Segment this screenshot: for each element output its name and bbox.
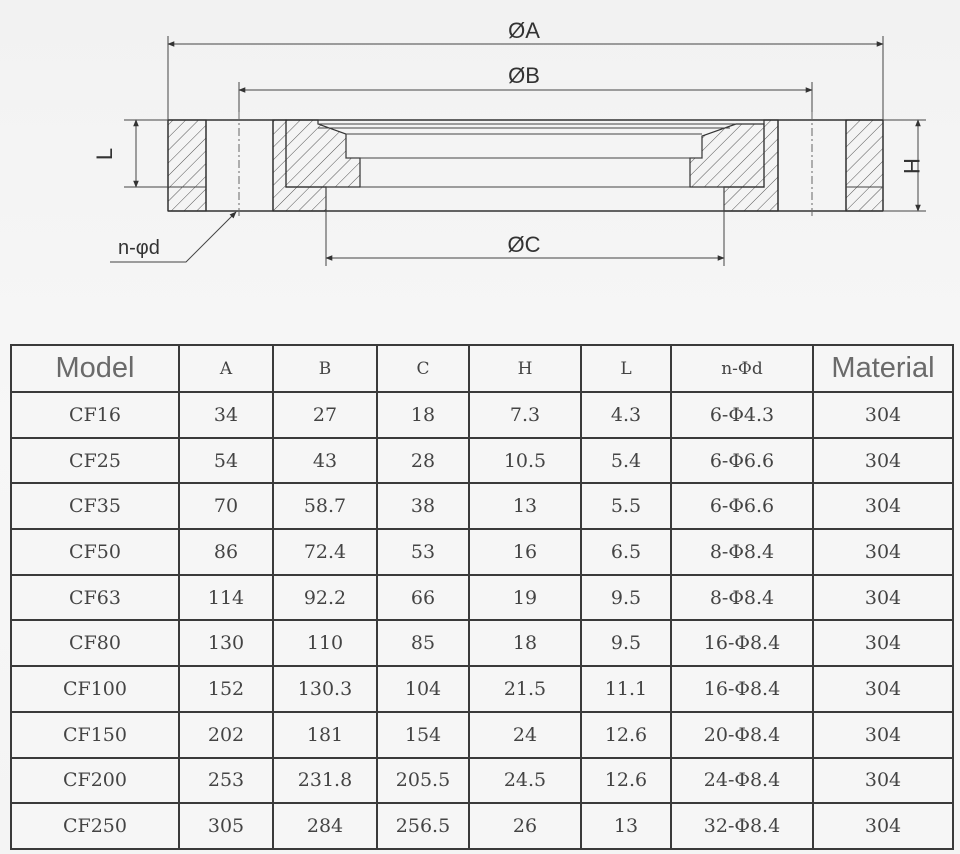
table-row	[11, 712, 953, 758]
table-row	[11, 803, 953, 849]
cell-b: 27	[273, 392, 377, 438]
cell-l: 13	[581, 803, 671, 849]
cell-c: 104	[377, 666, 469, 712]
cell-c: 66	[377, 575, 469, 621]
cell-a: 152	[179, 666, 273, 712]
cell-h: 13	[469, 483, 581, 529]
cell-c: 154	[377, 712, 469, 758]
cell-l: 5.4	[581, 438, 671, 484]
cell-b: 43	[273, 438, 377, 484]
cell-l: 9.5	[581, 575, 671, 621]
cell-model: CF80	[11, 620, 179, 666]
cell-l: 11.1	[581, 666, 671, 712]
cell-model: CF100	[11, 666, 179, 712]
cell-h: 10.5	[469, 438, 581, 484]
header-holes: n-Φd	[671, 345, 813, 392]
cell-model: CF25	[11, 438, 179, 484]
cell-b: 231.8	[273, 758, 377, 804]
dim-l-label: L	[92, 147, 117, 161]
cell-holes: 16-Φ8.4	[671, 620, 813, 666]
cell-h: 21.5	[469, 666, 581, 712]
table-row	[11, 666, 953, 712]
cell-a: 114	[179, 575, 273, 621]
dim-h-label: H	[899, 158, 924, 174]
table-row	[11, 483, 953, 529]
cell-h: 19	[469, 575, 581, 621]
cell-l: 9.5	[581, 620, 671, 666]
header-a: A	[179, 345, 273, 392]
cell-b: 110	[273, 620, 377, 666]
dim-c-label: ØC	[507, 232, 541, 257]
cell-h: 7.3	[469, 392, 581, 438]
cell-a: 202	[179, 712, 273, 758]
cell-material: 304	[813, 392, 953, 438]
cell-l: 12.6	[581, 758, 671, 804]
cell-c: 85	[377, 620, 469, 666]
cell-holes: 6-Φ4.3	[671, 392, 813, 438]
cell-l: 5.5	[581, 483, 671, 529]
header-l: L	[581, 345, 671, 392]
dim-b-label: ØB	[508, 63, 540, 88]
cell-b: 130.3	[273, 666, 377, 712]
cell-b: 92.2	[273, 575, 377, 621]
cell-c: 205.5	[377, 758, 469, 804]
cell-l: 12.6	[581, 712, 671, 758]
table-row	[11, 438, 953, 484]
table-row	[11, 620, 953, 666]
cell-a: 130	[179, 620, 273, 666]
cell-model: CF63	[11, 575, 179, 621]
cell-a: 70	[179, 483, 273, 529]
cell-h: 18	[469, 620, 581, 666]
cell-material: 304	[813, 758, 953, 804]
cell-a: 253	[179, 758, 273, 804]
cell-b: 284	[273, 803, 377, 849]
cell-h: 24	[469, 712, 581, 758]
header-h: H	[469, 345, 581, 392]
cell-model: CF250	[11, 803, 179, 849]
cell-material: 304	[813, 438, 953, 484]
table-body	[11, 392, 953, 849]
cell-model: CF16	[11, 392, 179, 438]
cell-holes: 8-Φ8.4	[671, 575, 813, 621]
flange-spec-table	[10, 344, 954, 850]
cell-a: 305	[179, 803, 273, 849]
table-row	[11, 575, 953, 621]
cell-l: 4.3	[581, 392, 671, 438]
cell-material: 304	[813, 803, 953, 849]
cell-a: 34	[179, 392, 273, 438]
hole-callout-label: n-φd	[118, 237, 160, 259]
cell-c: 256.5	[377, 803, 469, 849]
cell-model: CF50	[11, 529, 179, 575]
cell-h: 26	[469, 803, 581, 849]
table-row	[11, 529, 953, 575]
cell-material: 304	[813, 529, 953, 575]
cell-h: 24.5	[469, 758, 581, 804]
cell-material: 304	[813, 620, 953, 666]
cell-c: 38	[377, 483, 469, 529]
table-header-row	[11, 345, 953, 392]
cell-h: 16	[469, 529, 581, 575]
cell-a: 86	[179, 529, 273, 575]
cell-b: 58.7	[273, 483, 377, 529]
cell-model: CF35	[11, 483, 179, 529]
cell-c: 53	[377, 529, 469, 575]
cell-holes: 6-Φ6.6	[671, 438, 813, 484]
cell-holes: 16-Φ8.4	[671, 666, 813, 712]
cell-b: 181	[273, 712, 377, 758]
cell-material: 304	[813, 666, 953, 712]
cell-a: 54	[179, 438, 273, 484]
header-model: Model	[11, 345, 179, 392]
flange-cross-section-drawing	[0, 0, 960, 300]
cell-b: 72.4	[273, 529, 377, 575]
cell-material: 304	[813, 483, 953, 529]
cell-l: 6.5	[581, 529, 671, 575]
cell-model: CF200	[11, 758, 179, 804]
header-material: Material	[813, 345, 953, 392]
header-c: C	[377, 345, 469, 392]
table-row	[11, 392, 953, 438]
cell-c: 28	[377, 438, 469, 484]
cell-holes: 24-Φ8.4	[671, 758, 813, 804]
cell-c: 18	[377, 392, 469, 438]
cell-model: CF150	[11, 712, 179, 758]
cell-holes: 20-Φ8.4	[671, 712, 813, 758]
cell-holes: 6-Φ6.6	[671, 483, 813, 529]
cell-holes: 8-Φ8.4	[671, 529, 813, 575]
header-b: B	[273, 345, 377, 392]
cell-material: 304	[813, 575, 953, 621]
cell-holes: 32-Φ8.4	[671, 803, 813, 849]
cell-material: 304	[813, 712, 953, 758]
table-row	[11, 758, 953, 804]
dim-a-label: ØA	[508, 18, 540, 43]
